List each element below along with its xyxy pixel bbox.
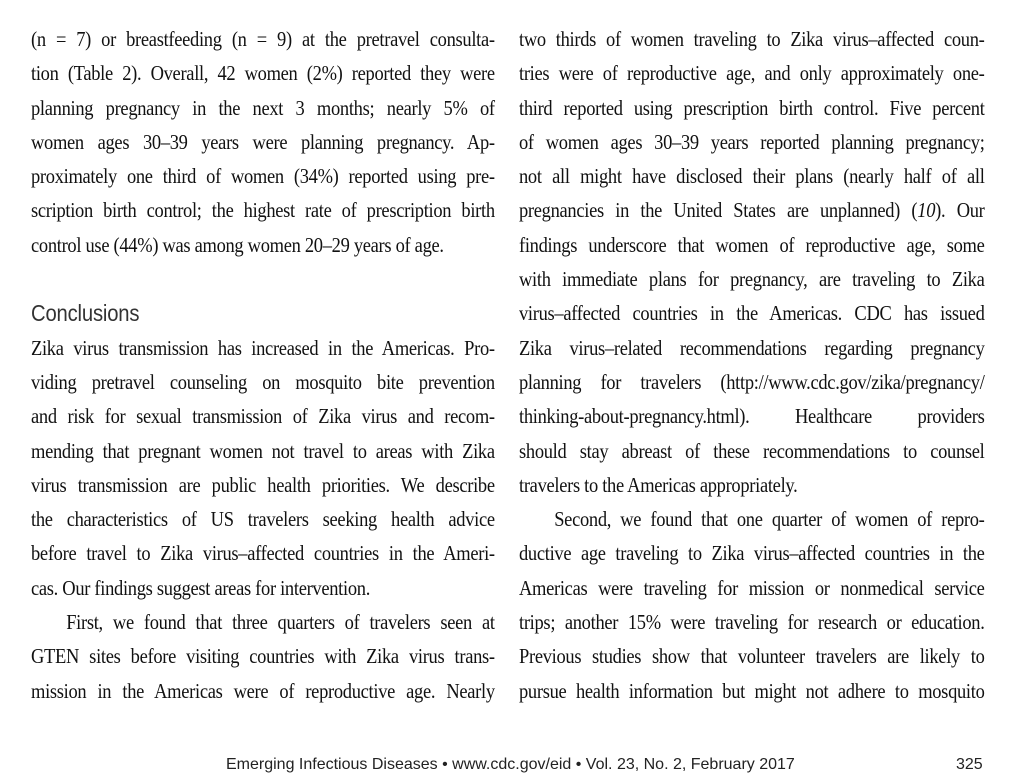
text-line: (n = 7) or breastfeeding (n = 9) at the pretravel consulta- xyxy=(31,27,495,51)
text-line: findings underscore that women of reproductive age, some xyxy=(519,232,985,257)
text-line: Zika virus transmission has increased in the Americas. Pro- xyxy=(31,335,495,360)
text-line: should stay abreast of these recommendations to counsel xyxy=(519,438,985,463)
text-line: tion (Table 2). Overall, 42 women (2%) reported they were xyxy=(31,61,495,86)
text-line: First, we found that three quarters of travelers seen at xyxy=(66,610,495,635)
right-column xyxy=(519,22,985,708)
text-line: planning for travelers (http://www.cdc.gov/zika/pregnancy/ xyxy=(519,369,985,394)
text-line: two thirds of women traveling to Zika virus–affected coun- xyxy=(519,27,985,51)
text-line: with immediate plans for pregnancy, are traveling to Zika xyxy=(519,267,985,292)
conclusions-paragraph xyxy=(31,331,495,605)
text-line: and risk for sexual transmission of Zika virus and recom- xyxy=(31,404,495,429)
continued-paragraph xyxy=(519,22,985,502)
first-finding-paragraph xyxy=(31,605,495,708)
text-line: trips; another 15% were traveling for research or education. xyxy=(519,610,985,635)
text-line: virus transmission are public health priorities. We describe xyxy=(31,472,495,497)
text-line: mission in the Americas were of reproductive age. Nearly xyxy=(31,678,495,703)
text-line: mending that pregnant women not travel to areas with Zika xyxy=(31,438,495,463)
text-line: Second, we found that one quarter of women of repro- xyxy=(554,507,985,532)
text-line: of women ages 30–39 years reported planning pregnancy; xyxy=(519,129,985,154)
text-line: virus–affected countries in the Americas. CDC has issued xyxy=(519,301,985,326)
text-line: before travel to Zika virus–affected countries in the Ameri- xyxy=(31,541,495,566)
text-line: ductive age traveling to Zika virus–affected countries in the xyxy=(519,541,985,566)
text-line: thinking-about-pregnancy.html). Healthcare providers xyxy=(519,404,985,429)
text-line: tries were of reproductive age, and only approximately one- xyxy=(519,61,985,86)
text-line: travelers to the Americas appropriately. xyxy=(519,472,798,497)
section-gap xyxy=(31,262,495,296)
text-line: cas. Our findings suggest areas for intervention. xyxy=(31,575,371,600)
page-footer xyxy=(0,748,1024,778)
journal-citation: Emerging Infectious Diseases • www.cdc.gov/eid • Vol. 23, No. 2, February 2017 xyxy=(226,756,795,773)
text-line: scription birth control; the highest rate of prescription birth xyxy=(31,198,495,223)
text-line: Previous studies show that volunteer travelers are likely to xyxy=(519,644,985,669)
text-line: pursue health information but might not adhere to mosquito xyxy=(519,678,985,703)
text-line: GTEN sites before visiting countries with Zika virus trans- xyxy=(31,644,495,669)
left-column xyxy=(31,22,495,708)
text-segment: ). Our xyxy=(935,198,985,223)
text-line: the characteristics of US travelers seeking health advice xyxy=(31,507,495,532)
results-paragraph xyxy=(31,22,495,262)
text-line: control use (44%) was among women 20–29 years of age. xyxy=(31,232,444,257)
text-line: planning pregnancy in the next 3 months; nearly 5% of xyxy=(31,95,495,120)
text-line: third reported using prescription birth control. Five percent xyxy=(519,95,985,120)
text-line: proximately one third of women (34%) reported using pre- xyxy=(31,164,495,189)
second-finding-paragraph xyxy=(519,502,985,708)
section-heading-conclusions: Conclusions xyxy=(31,300,140,327)
text-line: not all might have disclosed their plans (nearly half of all xyxy=(519,164,985,189)
text-segment: pregnancies in the United States are unplanned) ( xyxy=(519,198,918,223)
reference-number: 10 xyxy=(917,198,936,223)
text-line: viding pretravel counseling on mosquito bite prevention xyxy=(31,369,495,394)
page-number: 325 xyxy=(956,756,983,773)
text-line: Americas were traveling for mission or nonmedical service xyxy=(519,575,985,600)
text-line: Zika virus–related recommendations regarding pregnancy xyxy=(519,335,985,360)
text-line: women ages 30–39 years were planning pregnancy. Ap- xyxy=(31,129,495,154)
text-line xyxy=(519,193,985,227)
